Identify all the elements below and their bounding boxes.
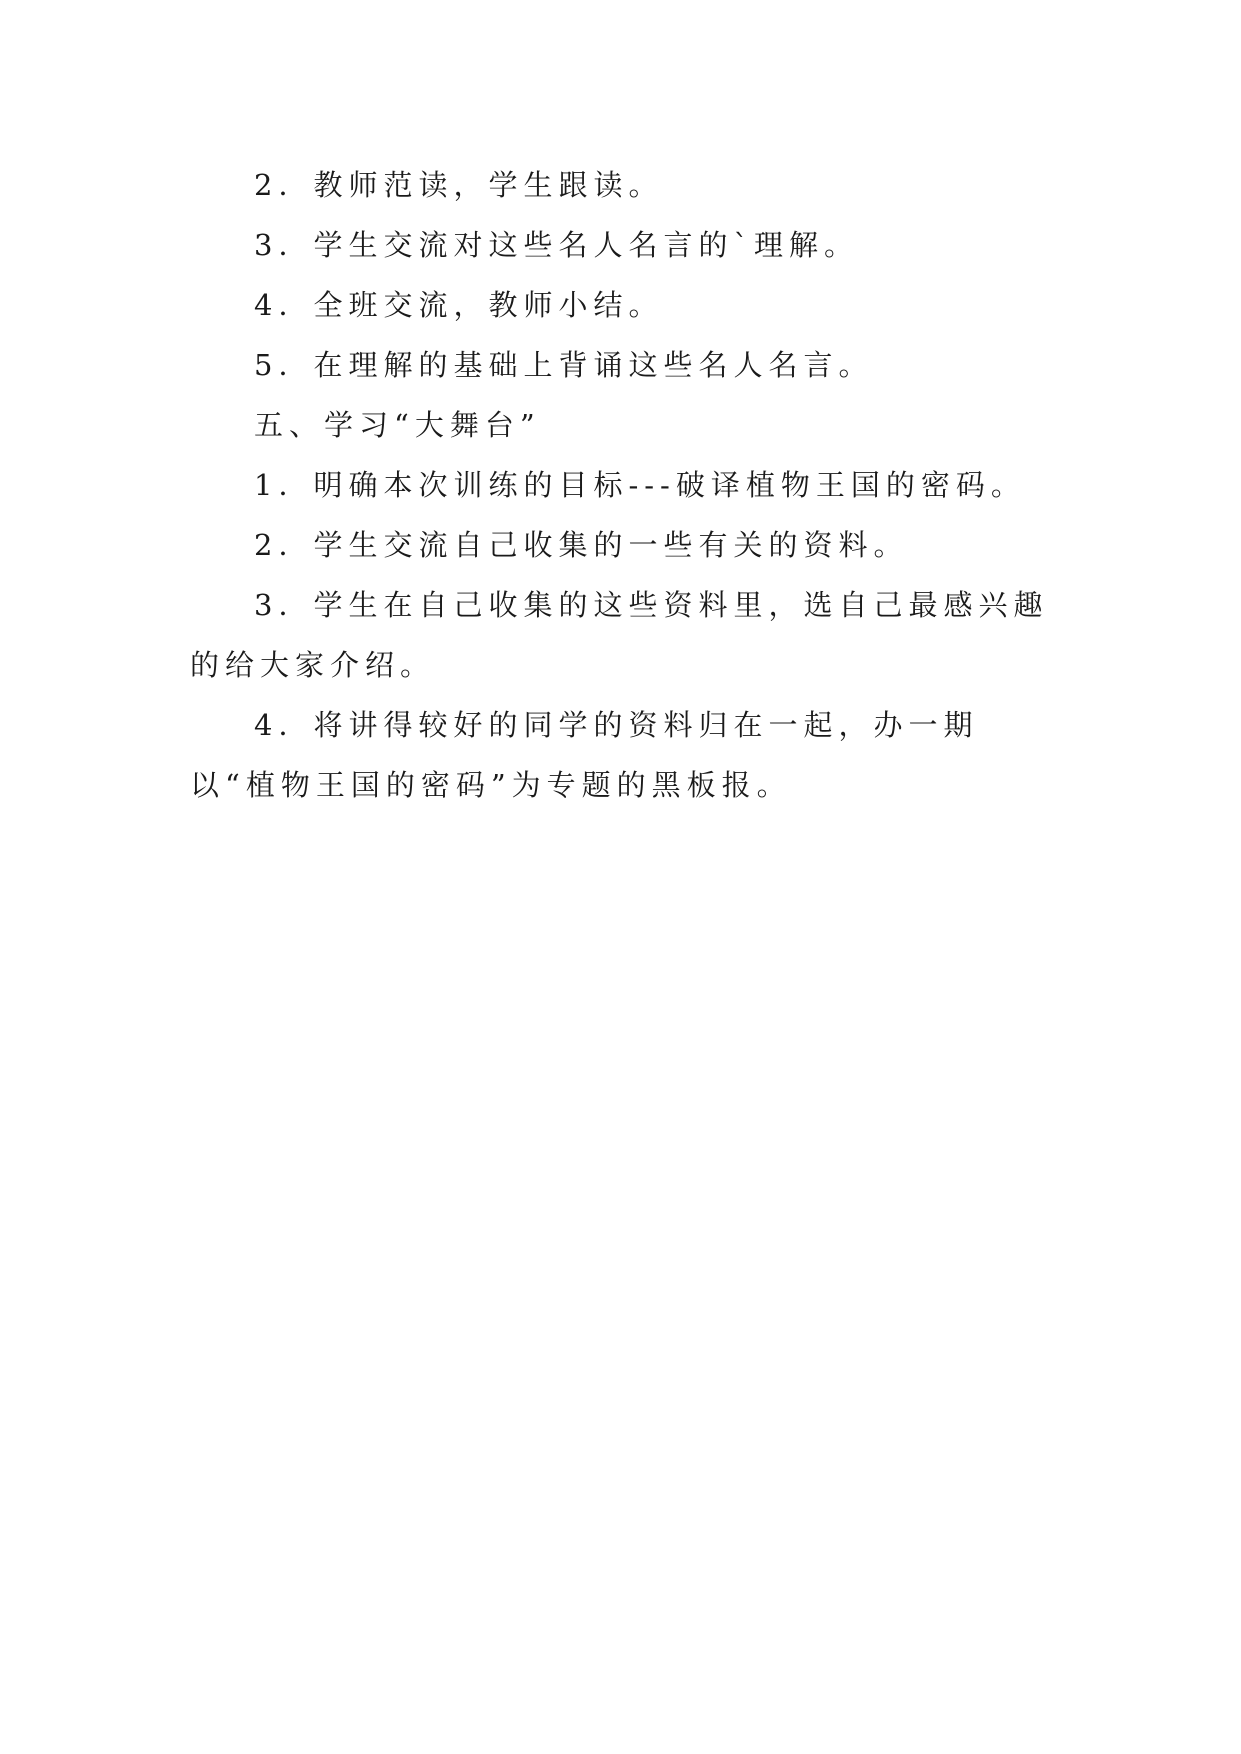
- paragraph-recite-quotes: 5．在理解的基础上背诵这些名人名言。: [254, 348, 874, 382]
- paragraph-discuss-quotes: 3．学生交流对这些名人名言的`理解。: [254, 228, 859, 262]
- paragraph-teacher-reading: 2．教师范读，学生跟读。: [254, 168, 664, 202]
- document-body: [190, 155, 1050, 815]
- paragraph-class-summary: 4．全班交流，教师小结。: [254, 288, 664, 322]
- paragraph-training-goal: 1．明确本次训练的目标---破译植物王国的密码。: [254, 468, 1026, 502]
- paragraph-blackboard-newspaper: 4．将讲得较好的同学的资料归在一起，办一期以“植物王国的密码”为专题的黑板报。: [190, 708, 979, 802]
- paragraph-select-interesting: 3．学生在自己收集的这些资料里，选自己最感兴趣的给大家介绍。: [190, 588, 1049, 682]
- section-heading-big-stage: 五、学习“大舞台”: [254, 408, 541, 442]
- paragraph-share-materials: 2．学生交流自己收集的一些有关的资料。: [254, 528, 909, 562]
